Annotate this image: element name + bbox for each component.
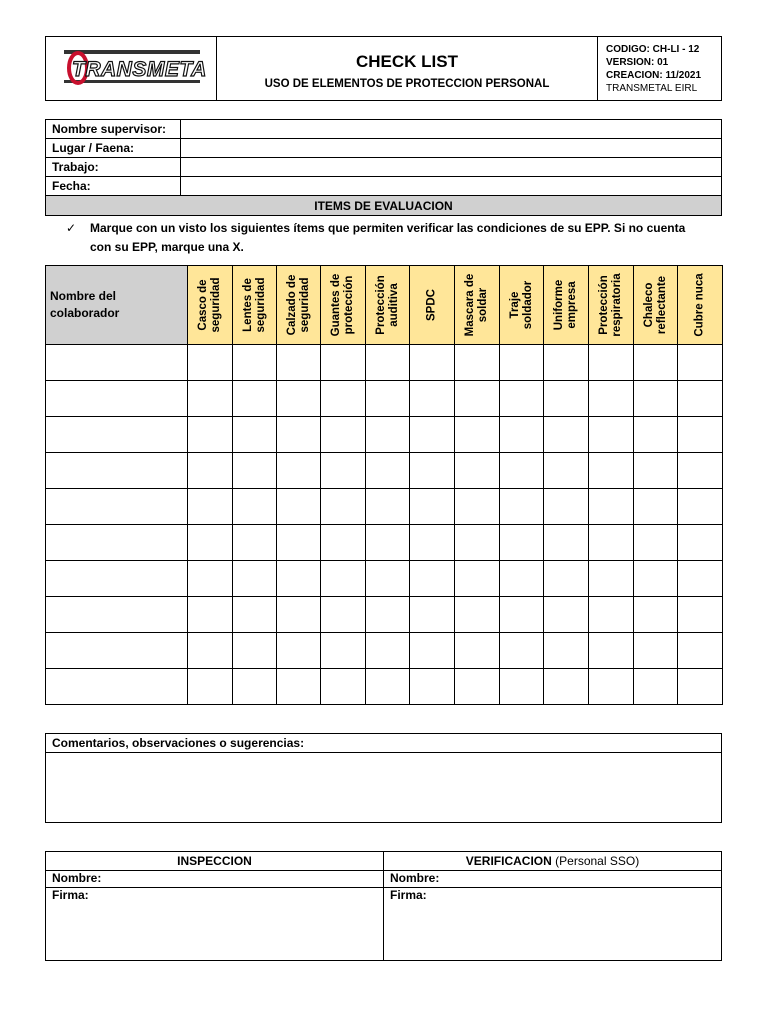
collaborator-name-cell[interactable] bbox=[46, 417, 188, 453]
inspeccion-nombre-field[interactable] bbox=[46, 871, 384, 888]
check-cell[interactable] bbox=[544, 525, 589, 561]
creacion-text: CREACION: 11/2021 bbox=[606, 69, 702, 81]
verificacion-nombre-label: Nombre: bbox=[390, 871, 440, 885]
column-header-label: Mascara de soldar bbox=[464, 273, 489, 337]
check-cell[interactable] bbox=[589, 561, 634, 597]
comments-field[interactable] bbox=[46, 753, 722, 823]
check-cell[interactable] bbox=[366, 453, 410, 489]
check-cell[interactable] bbox=[321, 561, 366, 597]
check-cell[interactable] bbox=[634, 669, 678, 705]
check-cell[interactable] bbox=[455, 525, 500, 561]
check-cell[interactable] bbox=[455, 561, 500, 597]
check-cell[interactable] bbox=[366, 345, 410, 381]
check-cell[interactable] bbox=[634, 489, 678, 525]
check-cell[interactable] bbox=[634, 453, 678, 489]
table-row bbox=[46, 489, 723, 525]
check-cell[interactable] bbox=[455, 489, 500, 525]
check-cell[interactable] bbox=[455, 597, 500, 633]
check-cell[interactable] bbox=[634, 525, 678, 561]
check-cell[interactable] bbox=[233, 345, 277, 381]
column-header-label: Calzado de seguridad bbox=[285, 274, 311, 336]
transmetal-logo bbox=[56, 42, 206, 90]
check-cell[interactable] bbox=[455, 453, 500, 489]
check-cell[interactable] bbox=[634, 561, 678, 597]
version-text: VERSION: 01 bbox=[606, 56, 669, 68]
check-cell[interactable] bbox=[277, 561, 321, 597]
check-cell[interactable] bbox=[277, 489, 321, 525]
check-cell[interactable] bbox=[634, 597, 678, 633]
check-cell[interactable] bbox=[678, 525, 723, 561]
page-subtitle: USO DE ELEMENTOS DE PROTECCION PERSONAL bbox=[264, 77, 550, 90]
check-cell[interactable] bbox=[589, 453, 634, 489]
table-row bbox=[46, 669, 723, 705]
check-cell[interactable] bbox=[500, 417, 544, 453]
column-header-label: Traje soldador bbox=[508, 280, 534, 330]
title-cell bbox=[217, 37, 598, 101]
verificacion-title: VERIFICACION bbox=[465, 854, 552, 868]
check-cell[interactable] bbox=[500, 345, 544, 381]
check-cell[interactable] bbox=[233, 669, 277, 705]
check-cell[interactable] bbox=[366, 633, 410, 669]
check-cell[interactable] bbox=[410, 381, 455, 417]
check-cell[interactable] bbox=[544, 489, 589, 525]
collaborator-name-cell[interactable] bbox=[46, 453, 188, 489]
check-cell[interactable] bbox=[678, 597, 723, 633]
check-cell[interactable] bbox=[678, 633, 723, 669]
check-cell[interactable] bbox=[544, 453, 589, 489]
inspeccion-title: INSPECCION bbox=[46, 852, 384, 871]
check-cell[interactable] bbox=[321, 417, 366, 453]
check-cell[interactable] bbox=[233, 525, 277, 561]
collaborator-name-cell[interactable] bbox=[46, 669, 188, 705]
check-cell[interactable] bbox=[321, 381, 366, 417]
collaborator-name-cell[interactable] bbox=[46, 489, 188, 525]
column-header bbox=[233, 266, 277, 345]
check-cell[interactable] bbox=[366, 381, 410, 417]
check-cell[interactable] bbox=[678, 453, 723, 489]
check-cell[interactable] bbox=[678, 561, 723, 597]
table-row bbox=[46, 633, 723, 669]
column-header bbox=[634, 266, 678, 345]
column-header bbox=[455, 266, 500, 345]
check-cell[interactable] bbox=[589, 345, 634, 381]
check-cell[interactable] bbox=[410, 669, 455, 705]
check-cell[interactable] bbox=[321, 525, 366, 561]
check-cell[interactable] bbox=[544, 561, 589, 597]
check-cell[interactable] bbox=[277, 345, 321, 381]
check-cell[interactable] bbox=[544, 345, 589, 381]
check-cell[interactable] bbox=[455, 345, 500, 381]
column-header-label: Protección respiratoria bbox=[598, 273, 623, 337]
verificacion-note: (Personal SSO) bbox=[555, 854, 640, 868]
check-cell[interactable] bbox=[366, 669, 410, 705]
verificacion-firma-field[interactable] bbox=[384, 888, 722, 961]
supervisor-label: Nombre supervisor: bbox=[46, 120, 181, 139]
trabajo-field[interactable] bbox=[181, 158, 722, 177]
check-cell[interactable] bbox=[188, 669, 233, 705]
inspeccion-firma-label: Firma: bbox=[52, 888, 89, 902]
check-cell[interactable] bbox=[544, 669, 589, 705]
check-cell[interactable] bbox=[233, 381, 277, 417]
check-cell[interactable] bbox=[277, 597, 321, 633]
check-cell[interactable] bbox=[410, 345, 455, 381]
column-header-label: Cubre nuca bbox=[693, 273, 706, 337]
info-table bbox=[45, 119, 722, 216]
check-cell[interactable] bbox=[544, 381, 589, 417]
check-cell[interactable] bbox=[410, 489, 455, 525]
check-cell[interactable] bbox=[277, 453, 321, 489]
check-cell[interactable] bbox=[188, 417, 233, 453]
column-header-label: Uniforme empresa bbox=[553, 279, 578, 331]
collaborator-name-cell[interactable] bbox=[46, 345, 188, 381]
check-cell[interactable] bbox=[500, 597, 544, 633]
logo-wordmark: TRANSMETAL bbox=[72, 58, 206, 81]
check-cell[interactable] bbox=[500, 489, 544, 525]
collaborator-name-cell[interactable] bbox=[46, 597, 188, 633]
logo-cell bbox=[46, 37, 217, 101]
check-cell[interactable] bbox=[277, 381, 321, 417]
check-cell[interactable] bbox=[321, 489, 366, 525]
verificacion-nombre-field[interactable] bbox=[384, 871, 722, 888]
check-cell[interactable] bbox=[321, 345, 366, 381]
check-cell[interactable] bbox=[277, 633, 321, 669]
check-cell[interactable] bbox=[277, 669, 321, 705]
column-header bbox=[500, 266, 544, 345]
column-header-label: Casco de seguridad bbox=[197, 277, 222, 333]
check-cell[interactable] bbox=[500, 381, 544, 417]
company-text: TRANSMETAL EIRL bbox=[606, 82, 698, 94]
column-header-label: Lentes de seguridad bbox=[241, 277, 267, 333]
check-cell[interactable] bbox=[410, 525, 455, 561]
table-row bbox=[46, 345, 723, 381]
check-cell[interactable] bbox=[500, 669, 544, 705]
fecha-label: Fecha: bbox=[46, 177, 181, 196]
table-row bbox=[46, 561, 723, 597]
column-header-label: Protección auditiva bbox=[374, 275, 400, 335]
check-cell[interactable] bbox=[544, 417, 589, 453]
check-cell[interactable] bbox=[188, 561, 233, 597]
lugar-label: Lugar / Faena: bbox=[46, 139, 181, 158]
collaborator-name-cell[interactable] bbox=[46, 381, 188, 417]
document-header bbox=[45, 36, 722, 101]
check-cell[interactable] bbox=[589, 381, 634, 417]
page-title: CHECK LIST bbox=[356, 51, 458, 71]
instruction-text: Marque con un visto los siguientes ítems que permiten verificar las condiciones de su EPP. Si no cuenta con su EPP, marque una X. bbox=[90, 221, 686, 254]
verificacion-firma-label: Firma: bbox=[390, 888, 427, 902]
check-cell[interactable] bbox=[188, 633, 233, 669]
inspeccion-firma-field[interactable] bbox=[46, 888, 384, 961]
check-cell[interactable] bbox=[455, 669, 500, 705]
check-cell[interactable] bbox=[233, 561, 277, 597]
column-header bbox=[321, 266, 366, 345]
inspeccion-nombre-label: Nombre: bbox=[52, 871, 102, 885]
check-cell[interactable] bbox=[321, 633, 366, 669]
check-cell[interactable] bbox=[678, 669, 723, 705]
check-cell[interactable] bbox=[188, 381, 233, 417]
check-cell[interactable] bbox=[589, 633, 634, 669]
instruction bbox=[66, 219, 686, 257]
column-header bbox=[544, 266, 589, 345]
codigo-text: CODIGO: CH-LI - 12 bbox=[606, 43, 700, 55]
column-header-label: SPDC bbox=[425, 289, 438, 321]
table-row bbox=[46, 453, 723, 489]
check-cell[interactable] bbox=[589, 489, 634, 525]
name-column-header: Nombre del colaborador bbox=[46, 266, 188, 345]
check-cell[interactable] bbox=[455, 381, 500, 417]
column-header-label: Guantes de protección bbox=[330, 273, 355, 337]
table-row bbox=[46, 525, 723, 561]
check-cell[interactable] bbox=[678, 489, 723, 525]
check-cell[interactable] bbox=[589, 597, 634, 633]
check-cell[interactable] bbox=[188, 453, 233, 489]
check-cell[interactable] bbox=[188, 489, 233, 525]
document-meta bbox=[598, 37, 722, 101]
check-cell[interactable] bbox=[188, 525, 233, 561]
check-cell[interactable] bbox=[410, 417, 455, 453]
check-cell[interactable] bbox=[277, 417, 321, 453]
comments-table bbox=[45, 733, 722, 823]
check-cell[interactable] bbox=[678, 345, 723, 381]
lugar-field[interactable] bbox=[181, 139, 722, 158]
column-header bbox=[188, 266, 233, 345]
column-header bbox=[366, 266, 410, 345]
column-header bbox=[678, 266, 723, 345]
comments-label: Comentarios, observaciones o sugerencias: bbox=[46, 734, 722, 753]
trabajo-label: Trabajo: bbox=[46, 158, 181, 177]
check-cell[interactable] bbox=[321, 453, 366, 489]
check-cell[interactable] bbox=[233, 597, 277, 633]
check-cell[interactable] bbox=[410, 597, 455, 633]
check-cell[interactable] bbox=[589, 669, 634, 705]
collaborator-name-cell[interactable] bbox=[46, 561, 188, 597]
check-cell[interactable] bbox=[634, 633, 678, 669]
check-cell[interactable] bbox=[410, 633, 455, 669]
check-cell[interactable] bbox=[500, 453, 544, 489]
check-cell[interactable] bbox=[455, 633, 500, 669]
check-cell[interactable] bbox=[589, 417, 634, 453]
check-cell[interactable] bbox=[455, 417, 500, 453]
check-cell[interactable] bbox=[678, 381, 723, 417]
check-cell[interactable] bbox=[366, 417, 410, 453]
supervisor-field[interactable] bbox=[181, 120, 722, 139]
evaluation-grid bbox=[45, 265, 723, 705]
column-header-label: Chaleco reflectante bbox=[642, 275, 668, 335]
check-cell[interactable] bbox=[188, 597, 233, 633]
signature-table bbox=[45, 851, 722, 961]
column-header bbox=[589, 266, 634, 345]
check-cell[interactable] bbox=[321, 669, 366, 705]
check-cell[interactable] bbox=[634, 345, 678, 381]
check-cell[interactable] bbox=[321, 597, 366, 633]
check-cell[interactable] bbox=[188, 345, 233, 381]
verificacion-header bbox=[384, 852, 722, 871]
check-cell[interactable] bbox=[634, 417, 678, 453]
column-header bbox=[410, 266, 455, 345]
column-header bbox=[277, 266, 321, 345]
check-cell[interactable] bbox=[500, 525, 544, 561]
section-title: ITEMS DE EVALUACION bbox=[46, 196, 722, 216]
collaborator-name-cell[interactable] bbox=[46, 633, 188, 669]
check-cell[interactable] bbox=[366, 561, 410, 597]
check-cell[interactable] bbox=[589, 525, 634, 561]
check-cell[interactable] bbox=[366, 597, 410, 633]
check-cell[interactable] bbox=[544, 633, 589, 669]
check-cell[interactable] bbox=[634, 381, 678, 417]
table-row bbox=[46, 417, 723, 453]
table-row bbox=[46, 597, 723, 633]
check-cell[interactable] bbox=[410, 561, 455, 597]
checkmark-icon: ✓ bbox=[66, 221, 77, 235]
check-cell[interactable] bbox=[500, 561, 544, 597]
check-cell[interactable] bbox=[233, 417, 277, 453]
check-cell[interactable] bbox=[366, 525, 410, 561]
check-cell[interactable] bbox=[410, 453, 455, 489]
check-cell[interactable] bbox=[233, 633, 277, 669]
fecha-field[interactable] bbox=[181, 177, 722, 196]
check-cell[interactable] bbox=[233, 489, 277, 525]
check-cell[interactable] bbox=[500, 633, 544, 669]
collaborator-name-cell[interactable] bbox=[46, 525, 188, 561]
table-row bbox=[46, 381, 723, 417]
check-cell[interactable] bbox=[277, 525, 321, 561]
check-cell[interactable] bbox=[366, 489, 410, 525]
check-cell[interactable] bbox=[678, 417, 723, 453]
check-cell[interactable] bbox=[544, 597, 589, 633]
check-cell[interactable] bbox=[233, 453, 277, 489]
